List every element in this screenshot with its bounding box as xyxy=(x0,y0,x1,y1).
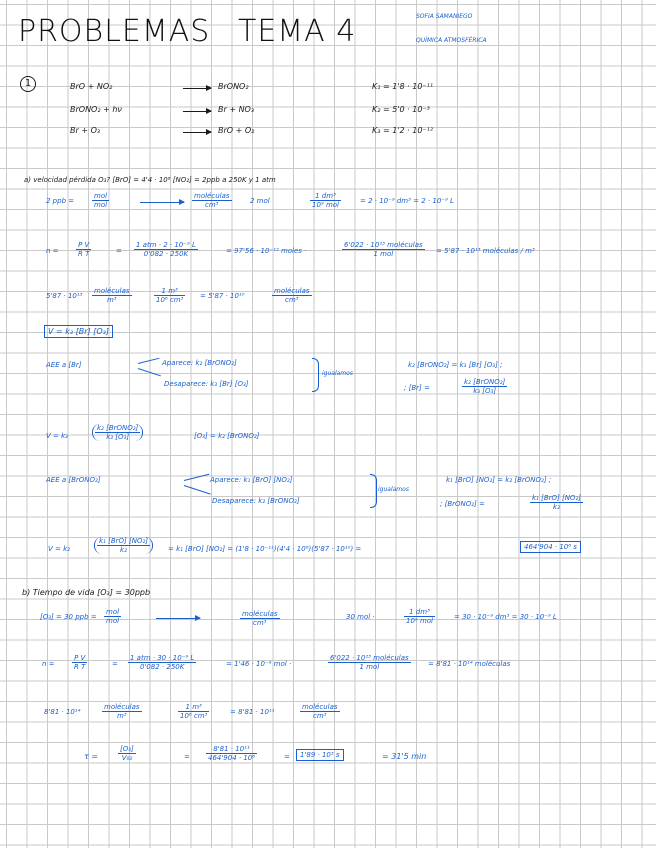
b-l2-fraction-avogadro: 6'022 · 10²³ moléculas 1 mol xyxy=(330,654,409,671)
tau-fraction-definition: $\frac{\text{[O₃]}}{\text{V₀₃}}$ xyxy=(120,745,134,762)
b-l3-fraction-2: $\frac{\text{1 m³}}{\text{10⁶ cm³}}$ xyxy=(180,703,208,720)
aee-br-equal-label: igualamos xyxy=(322,370,353,377)
title-tema: TEMA 4 xyxy=(238,14,357,49)
tau-equals: = xyxy=(184,753,190,761)
b-l2-fraction-pv: $\frac{\text{P V}}{\text{R T}}$ xyxy=(74,654,86,671)
subject-name: QUÍMICA ATMOSFÉRICA xyxy=(416,37,487,44)
reaction-3-reactants: Br + O₃ xyxy=(70,126,101,135)
rate-law-box: V = k₃ [Br] [O₃] xyxy=(44,325,113,338)
reaction-2-reactants: BrONO₂ + hν xyxy=(70,105,122,114)
a-l1-mid: 2 mol xyxy=(250,197,270,205)
author-name: SOFIA SAMANIEGO xyxy=(416,13,473,20)
b-l2-equals: = xyxy=(112,660,118,668)
b-l3-lhs: 8'81 · 10¹⁴ xyxy=(44,708,81,716)
tau-equals-2: = xyxy=(284,753,290,761)
aee-br-solution-fraction: k₂ [BrONO₂] k₃ [O₃] xyxy=(464,378,506,395)
a-ppb-conversion: 2 ppb = xyxy=(46,197,75,205)
reaction-2-products: Br + NO₃ xyxy=(218,105,255,114)
part-b-heading: b) Tiempo de vida [O₃] = 30ppb xyxy=(22,588,151,597)
b-l1-fraction-1: mol mol xyxy=(106,608,120,625)
a-l1-fraction-3: 1 dm³ 10⁹ mol xyxy=(312,192,339,209)
b-l1-fraction-2: moléculas cm³ xyxy=(242,610,278,627)
reaction-3-products: BrO + O₂ xyxy=(218,126,255,135)
b-l1-arrow xyxy=(156,618,200,619)
v1-result: [O₃] = k₂ [BrONO₂] xyxy=(194,432,260,440)
a-l1-result: = 2 · 10⁻⁹ dm³ = 2 · 10⁻⁹ L xyxy=(360,197,454,205)
a-l3-fraction-1: moléculas m³ xyxy=(94,287,130,304)
reaction-1-products: BrONO₂ xyxy=(218,82,249,91)
b-l1-result: = 30 · 10⁻⁹ dm³ = 30 · 10⁻⁹ L xyxy=(454,613,557,621)
aee-br-equation: k₂ [BrONO₂] = k₃ [Br] [O₃] ; xyxy=(408,361,503,369)
v2-result-box: 464'904 · 10⁶ s xyxy=(520,541,581,553)
a-l3-fraction-3: moléculas cm³ xyxy=(274,287,310,304)
v2-fraction: k₁ [BrO] [NO₂] k₂ xyxy=(94,537,153,554)
v1-fraction: k₂ [BrONO₂] k₃ [O₃] xyxy=(92,424,143,441)
v1-lhs: V = k₃ xyxy=(46,432,68,440)
aee-brono2-equal-label: igualamos xyxy=(378,486,409,493)
aee-br-branch-up xyxy=(138,358,160,364)
tau-lhs: τ = xyxy=(84,752,99,761)
a-l3-lhs: 5'87 · 10¹³ xyxy=(46,292,83,300)
b-l2-moles: = 1'46 · 10⁻⁹ mol · xyxy=(226,660,292,668)
a-l3-mid: = 5'87 · 10¹⁰ xyxy=(200,292,245,300)
reaction-2-arrow xyxy=(183,111,211,112)
a-l2-fraction-pv: $\frac{\text{P V}}{\text{R T}}$ xyxy=(78,241,90,258)
aee-brono2-branch-up xyxy=(184,474,209,481)
aee-brono2-brace xyxy=(370,474,377,508)
b-l1-fraction-3: 1 dm³ 10⁹ mol xyxy=(406,608,433,625)
aee-brono2-disappear: Desaparece: k₂ [BrONO₂] xyxy=(212,497,300,505)
a-l2-result: = 5'87 · 10¹³ moléculas / m³ xyxy=(436,247,535,255)
b-l1-mid: 30 mol · xyxy=(346,613,375,621)
aee-br-disappear: Desaparece: k₃ [Br] [O₃] xyxy=(164,380,249,388)
reaction-1-arrow xyxy=(183,88,211,89)
a-l1-arrow xyxy=(140,202,184,203)
reaction-1-rate-constant: K₁ = 1'8 · 10⁻¹¹ xyxy=(372,82,434,91)
aee-br-brace xyxy=(312,358,319,392)
reaction-3-arrow xyxy=(183,132,211,133)
problem-number: 1 xyxy=(20,76,36,92)
b-l3-fraction-3: moléculas cm³ xyxy=(302,703,338,720)
v2-substitution: = k₁ [BrO] [NO₂] = (1'8 · 10⁻¹¹)(4'4 · 10⁸)(5'87 · 10¹⁰) = xyxy=(168,545,362,553)
a-l2-lhs: n = xyxy=(46,247,59,255)
aee-brono2-solution-fraction: k₁ [BrO] [NO₂] k₂ xyxy=(532,494,581,511)
b-l2-lhs: n = xyxy=(42,660,55,668)
a-l1-fraction-2: moléculas cm³ xyxy=(194,192,230,209)
b-l2-fraction-values: 1 atm · 30 · 10⁻⁹ L 0'082 · 250K xyxy=(130,654,195,671)
a-l2-moles: = 97'56 · 10⁻¹² moles · xyxy=(226,247,307,255)
b-l2-result: = 8'81 · 10¹⁴ moléculas xyxy=(428,660,511,668)
reaction-2-rate-constant: K₂ = 5'0 · 10⁻³ xyxy=(372,105,430,114)
tau-minutes: = 31'5 min xyxy=(382,752,427,761)
title-problemas: PROBLEMAS xyxy=(18,14,211,49)
aee-brono2-appear: Aparece: k₁ [BrO] [NO₂] xyxy=(210,476,293,484)
aee-br-label: AEE a [Br] xyxy=(46,361,82,369)
a-l2-fraction-values: 1 atm · 2 · 10⁻⁹ L 0'082 · 250K xyxy=(136,241,196,258)
aee-br-branch-down xyxy=(138,368,161,376)
part-a-heading: a) velocidad pérdida O₃? [BrO] = 4'4 · 10⁸ [NO₂] = 2ppb a 250K y 1 atm xyxy=(24,176,276,184)
v2-lhs: V = k₂ xyxy=(48,545,70,553)
aee-brono2-solution-lhs: ; [BrONO₂] = xyxy=(440,500,485,508)
b-l3-mid: = 8'81 · 10¹¹ xyxy=(230,708,275,716)
tau-fraction-values: $\frac{\text{8'81 · 10¹¹}}{\text{464'904 · 10⁶}}$ xyxy=(208,745,256,762)
b-l3-fraction-1: moléculas m³ xyxy=(104,703,140,720)
b-o3-conversion: [O₃] = 30 ppb = xyxy=(40,613,97,621)
tau-result-box: 1'89 · 10³ s xyxy=(296,749,344,761)
aee-brono2-equation: k₁ [BrO] [NO₂] = k₂ [BrONO₂] ; xyxy=(446,476,552,484)
reaction-1-reactants: BrO + NO₂ xyxy=(70,82,113,91)
aee-br-solution-lhs: ; [Br] = xyxy=(404,384,430,392)
a-l2-equals: = xyxy=(116,247,122,255)
a-l1-fraction-1: mol mol xyxy=(94,192,108,209)
aee-brono2-branch-down xyxy=(184,485,211,495)
a-l3-fraction-2: $\frac{\text{1 m³}}{\text{10⁶ cm³}}$ xyxy=(156,287,184,304)
a-l2-fraction-avogadro: 6'022 · 10²³ moléculas 1 mol xyxy=(344,241,423,258)
reaction-3-rate-constant: K₃ = 1'2 · 10⁻¹² xyxy=(372,126,434,135)
aee-br-appear: Aparece: k₂ [BrONO₂] xyxy=(162,359,237,367)
aee-brono2-label: AEE a [BrONO₂] xyxy=(46,476,101,484)
